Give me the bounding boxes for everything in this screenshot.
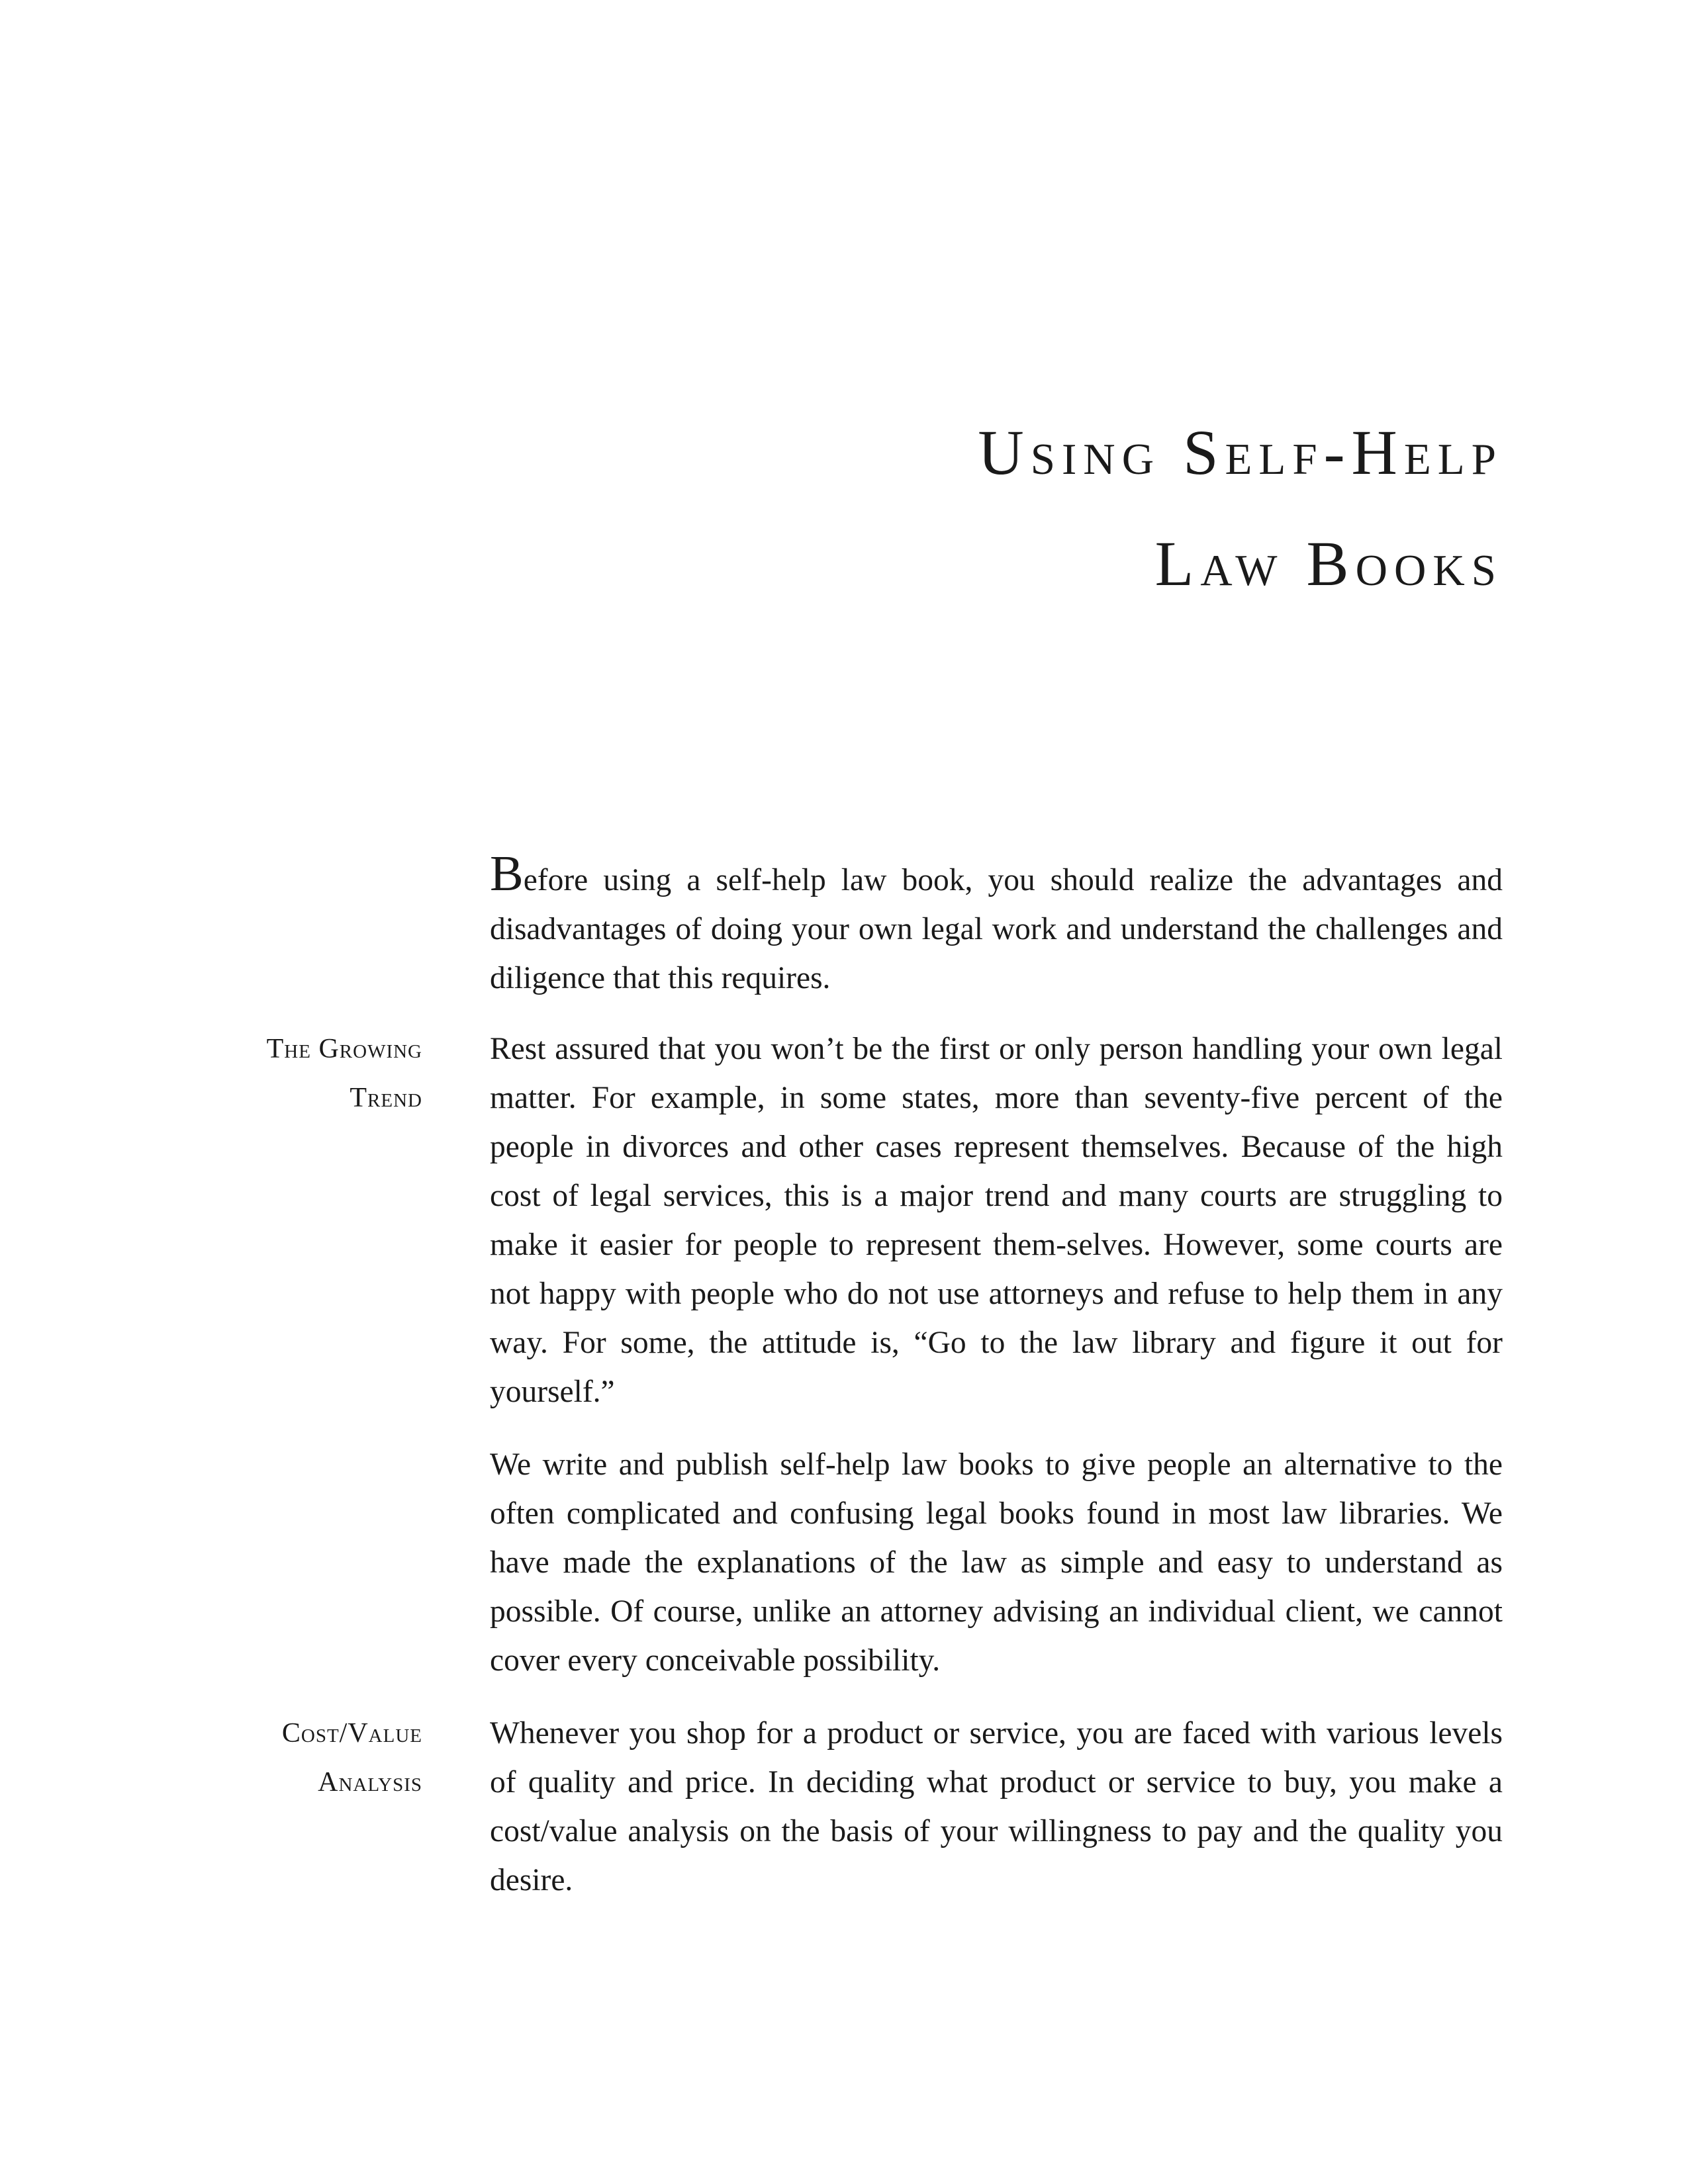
growing-trend-paragraph-1: Rest assured that you won’t be the first or only person handling your own legal matter. For example, in some states, more than seventy-five percent of the people in divorces and other cases represent themselves. Because of the high cost of legal services, this is a major trend and many courts are struggling to make it easier for people to represent them-selves. However, some courts are not happy with people who do not use attorneys and refuse to help them in any way. For some, the attitude is, “Go to the law library and figure it out for yourself.”	[490, 1032, 1503, 1409]
chapter-title-line-2: Law Books	[1154, 528, 1503, 599]
chapter-title	[978, 397, 1503, 619]
intro-paragraph	[490, 846, 1503, 1003]
margin-heading-line-2: Trend	[350, 1083, 422, 1113]
cost-value-paragraph: Whenever you shop for a product or service, you are faced with various levels of quality and price. In deciding what product or service to buy, you make a cost/value analysis on the basis of your willingness to pay and the quality you desire.	[490, 1716, 1503, 1897]
margin-heading-line-1: The Growing	[266, 1034, 422, 1064]
intro-text: efore using a self-help law book, you should realize the advantages and disadvantages of doing your own legal work and understand the challenges and diligence that this requires.	[490, 863, 1503, 995]
margin-heading-line-2: Analysis	[318, 1767, 422, 1797]
margin-heading-cost-value	[282, 1709, 422, 1807]
chapter-title-line-1: Using Self-Help	[978, 417, 1503, 488]
margin-heading-line-1: Cost/Value	[281, 1718, 422, 1749]
growing-trend-paragraph-2: We write and publish self-help law books to give people an alternative to the often complicated and confusing legal books found in most law libraries. We have made the explanations of the law as simple and easy to understand as possible. Of course, unlike an attorney advising an individual client, we cannot cover every conceivable possibility.	[490, 1447, 1503, 1678]
drop-cap: B	[490, 846, 524, 901]
margin-heading-growing-trend	[267, 1024, 422, 1122]
